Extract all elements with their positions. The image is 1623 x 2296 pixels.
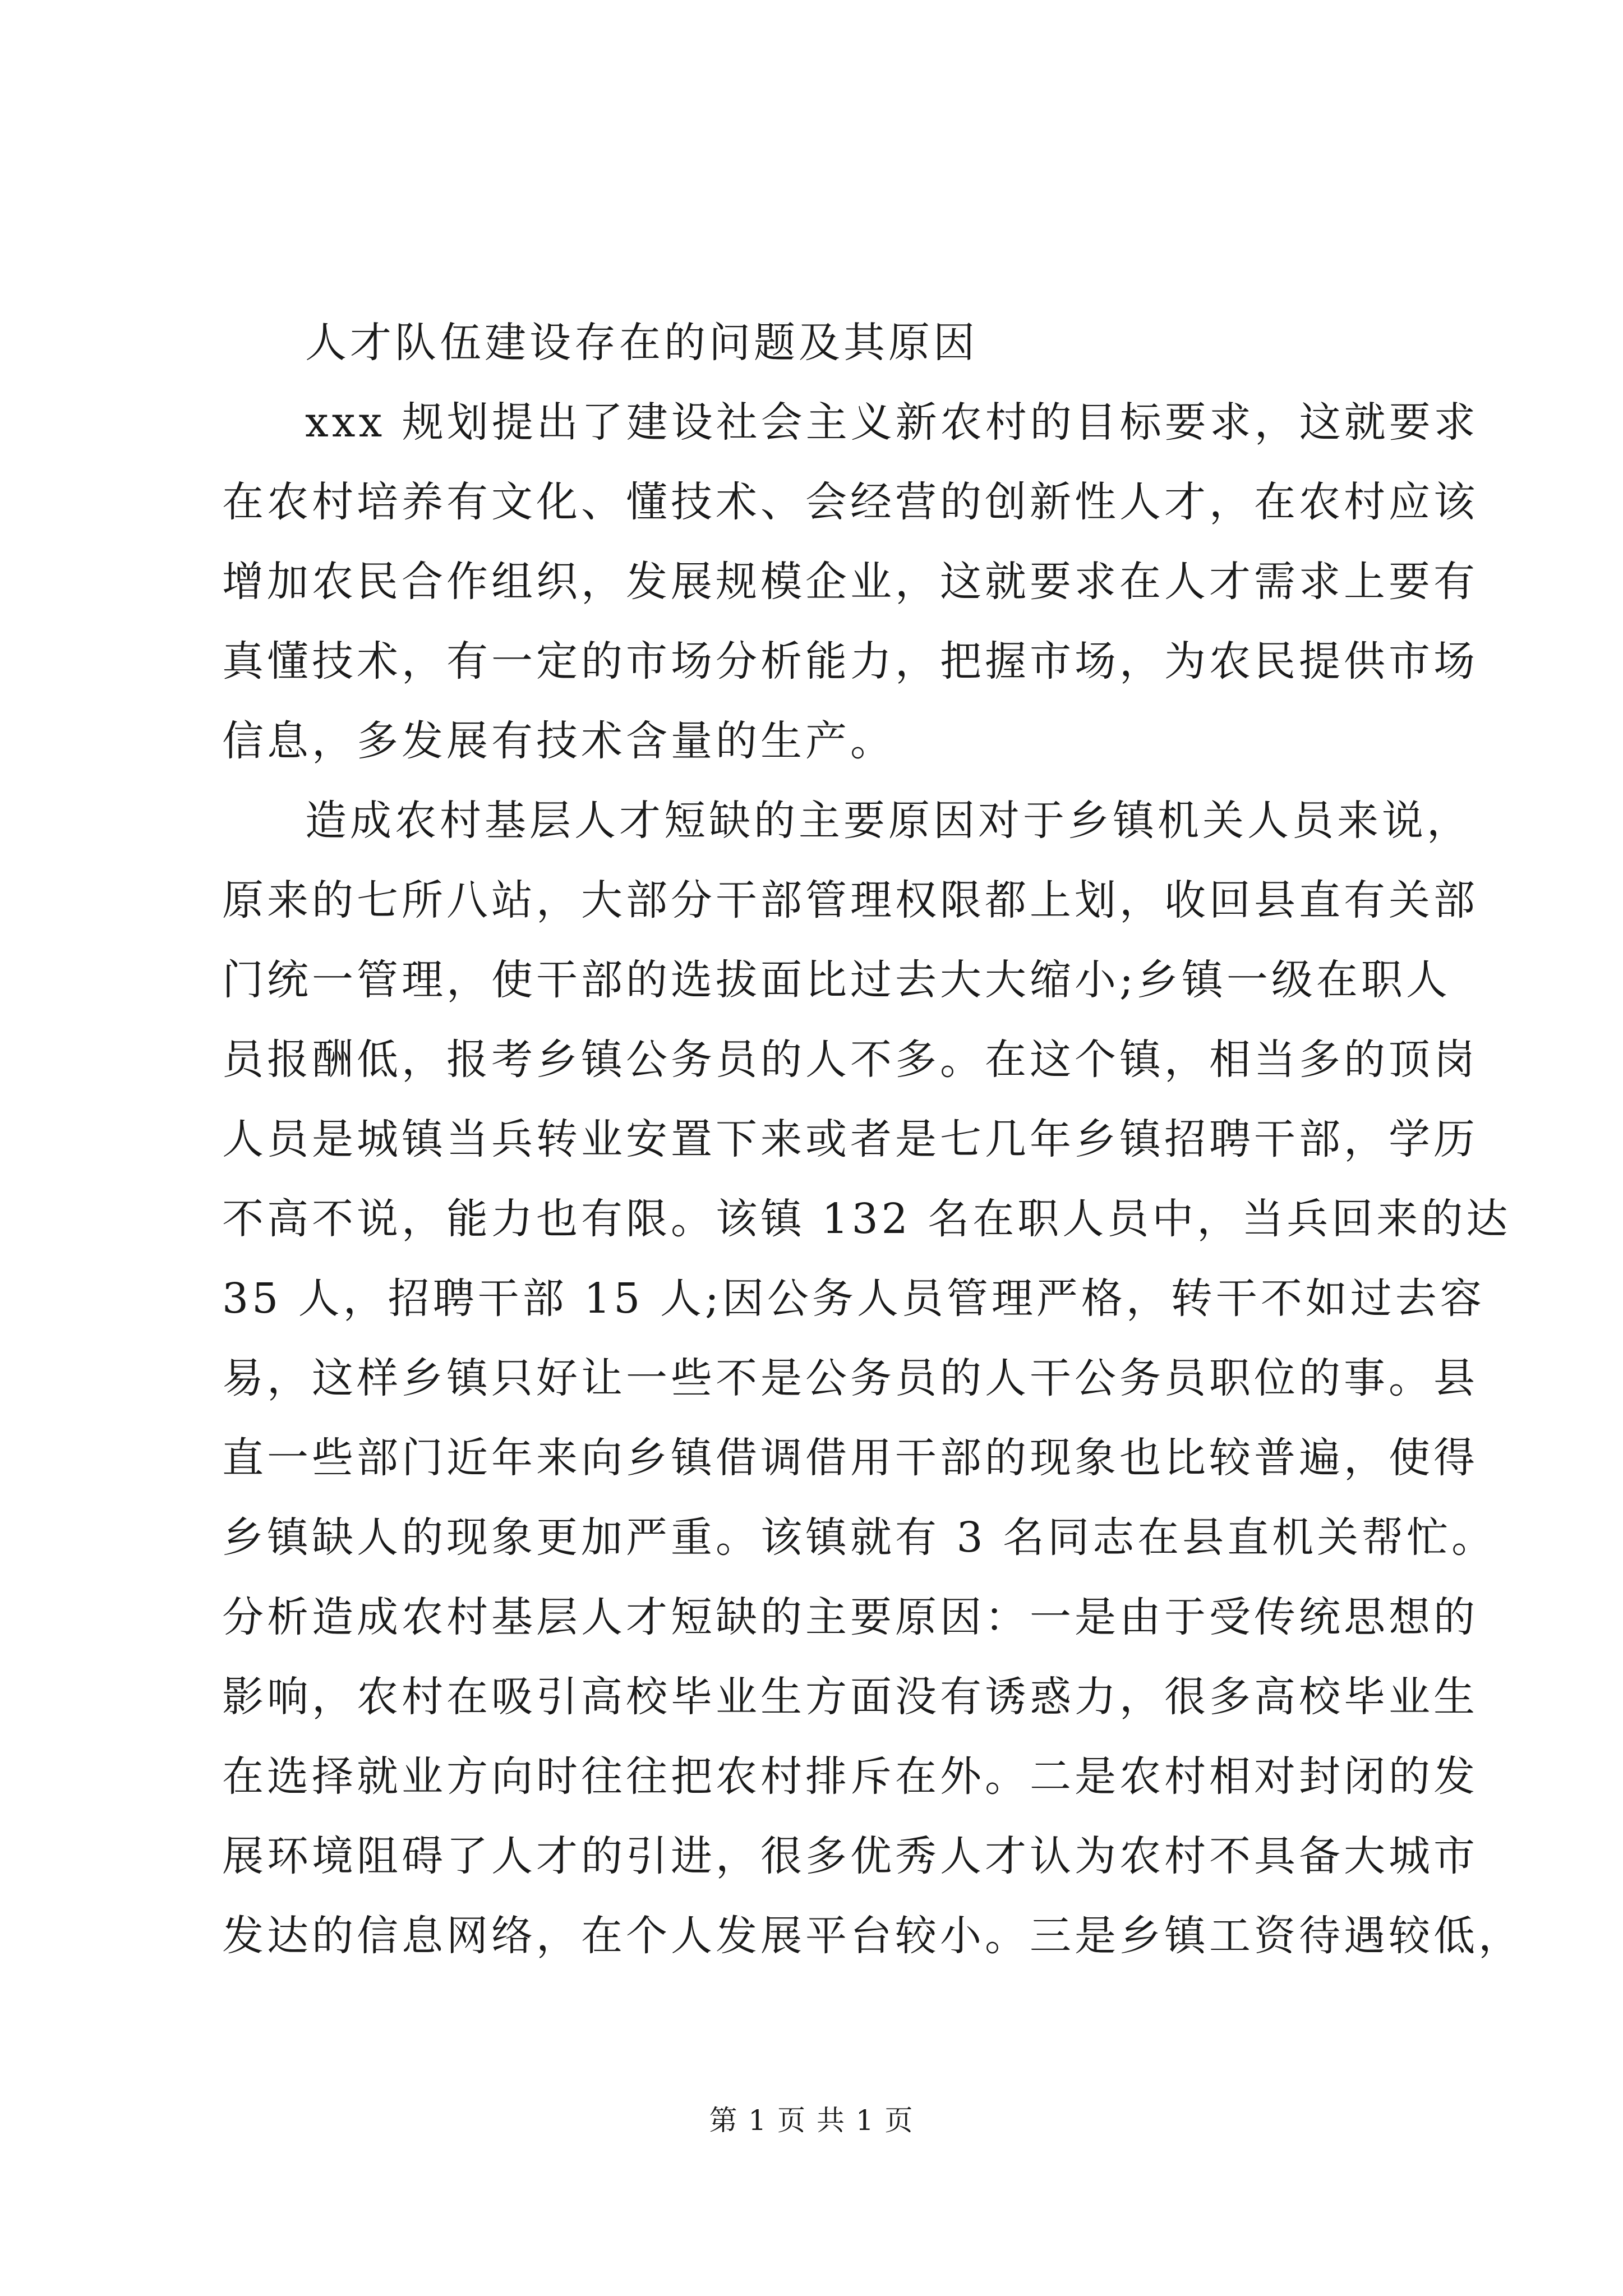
text-line: xxx 规划提出了建设社会主义新农村的目标要求，这就要求	[305, 398, 1479, 447]
text-line: 信息，多发展有技术含量的生产。	[222, 717, 895, 765]
text-line: 员报酬低，报考乡镇公务员的人不多。在这个镇，相当多的顶岗	[222, 1036, 1478, 1084]
text-line: 增加农民合作组织，发展规模企业，这就要求在人才需求上要有	[222, 558, 1478, 606]
text-line: 影响，农村在吸引高校毕业生方面没有诱惑力，很多高校毕业生	[222, 1673, 1478, 1721]
text-line: 不高不说，能力也有限。该镇 132 名在职人员中，当兵回来的达	[222, 1195, 1511, 1243]
text-line: 35 人，招聘干部 15 人;因公务人员管理严格，转干不如过去容	[222, 1274, 1485, 1323]
document-body	[222, 303, 1523, 1976]
text-line: 展环境阻碍了人才的引进，很多优秀人才认为农村不具备大城市	[222, 1832, 1478, 1880]
text-line: 发达的信息网络，在个人发展平台较小。三是乡镇工资待遇较低，	[222, 1912, 1523, 1960]
text-line: 造成农村基层人才短缺的主要原因对于乡镇机关人员来说，	[305, 797, 1472, 845]
text-line: 分析造成农村基层人才短缺的主要原因：一是由于受传统思想的	[222, 1593, 1478, 1641]
text-line: 真懂技术，有一定的市场分析能力，把握市场，为农民提供市场	[222, 637, 1478, 685]
page-footer: 第 1 页 共 1 页	[709, 2104, 914, 2137]
text-line: 原来的七所八站，大部分干部管理权限都上划，收回县直有关部	[222, 876, 1478, 924]
text-line: 易，这样乡镇只好让一些不是公务员的人干公务员职位的事。县	[222, 1354, 1478, 1402]
text-line: 人员是城镇当兵转业安置下来或者是七几年乡镇招聘干部，学历	[222, 1115, 1478, 1163]
text-line: 乡镇缺人的现象更加严重。该镇就有 3 名同志在县直机关帮忙。	[222, 1513, 1497, 1562]
text-line: 在农村培养有文化、懂技术、会经营的创新性人才，在农村应该	[222, 478, 1478, 526]
text-line: 直一些部门近年来向乡镇借调借用干部的现象也比较普遍，使得	[222, 1434, 1478, 1482]
section-heading: 人才队伍建设存在的问题及其原因	[305, 319, 978, 367]
text-line: 门统一管理，使干部的选拔面比过去大大缩小;乡镇一级在职人	[222, 956, 1451, 1004]
text-line: 在选择就业方向时往往把农村排斥在外。二是农村相对封闭的发	[222, 1752, 1478, 1801]
